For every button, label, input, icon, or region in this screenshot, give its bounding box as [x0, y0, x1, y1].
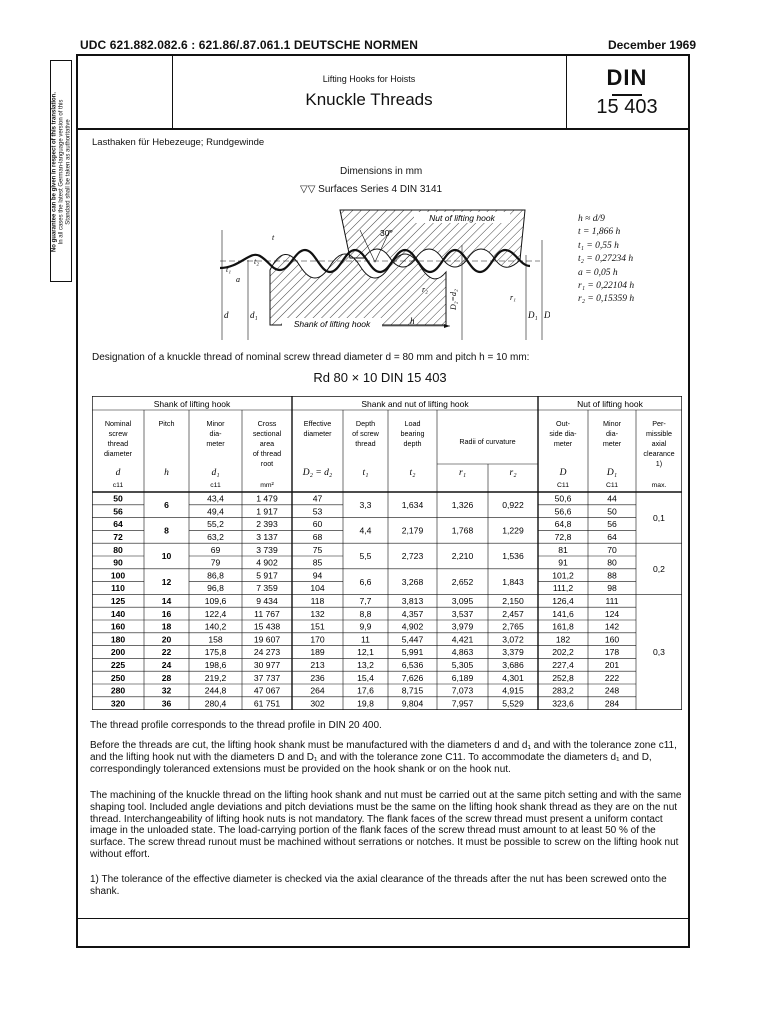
table-cell-D2: 118	[310, 596, 325, 606]
table-cell-r2: 0,922	[502, 500, 524, 510]
table-cell-pitch: 16	[161, 608, 172, 619]
table-cell-t2: 4,902	[401, 621, 424, 632]
column-unit: c11	[210, 482, 221, 489]
table-cell-D2: 151	[310, 621, 325, 632]
udc-classification: UDC 621.882.082.6 : 621.86/.87.061.1 DEUTSCHE NORMEN	[80, 38, 419, 52]
table-cell-D2: 264	[310, 685, 325, 696]
formula-t1: t₁ = 0,55 h	[578, 240, 619, 251]
column-header-text: of screw	[352, 429, 379, 438]
table-cell-clearance: 0,3	[653, 647, 665, 658]
table-cell-d1: 63,2	[207, 532, 224, 542]
table-cell-D1: 124	[604, 608, 620, 619]
table-cell-d1: 86,8	[207, 570, 224, 581]
column-header-text: diameter	[104, 449, 132, 458]
table-cell-clearance: 0,2	[653, 564, 665, 574]
table-cell-t1: 17,6	[357, 685, 374, 696]
table-cell-d: 160	[110, 621, 126, 632]
header-title-cell	[172, 56, 567, 128]
table-cell-r2: 2,765	[502, 621, 524, 632]
label-h: h	[410, 316, 415, 326]
table-cell-area: 5 917	[256, 570, 278, 581]
formula-list	[578, 213, 634, 307]
designation-code: Rd 80 × 10 DIN 15 403	[313, 370, 447, 385]
table-cell-d1: 49,4	[207, 506, 224, 517]
table-cell-r1: 3,537	[451, 608, 474, 619]
table-cell-pitch: 22	[161, 647, 172, 658]
table-cell-d: 200	[110, 647, 126, 658]
table-cell-D: 81	[558, 544, 568, 555]
formula-t: t = 1,866 h	[578, 227, 621, 238]
disclaimer-line-3: Standard shall be taken as authoritative	[65, 119, 72, 225]
table-cell-d: 280	[110, 685, 126, 696]
table-cell-r2: 3,072	[502, 634, 524, 645]
document-title: Knuckle Threads	[305, 90, 433, 109]
table-cell-pitch: 10	[161, 551, 172, 562]
table-cell-pitch: 36	[161, 698, 172, 709]
column-header-text: bearing	[400, 429, 425, 438]
table-cell-d: 56	[113, 506, 123, 517]
column-header-text: clearance	[643, 449, 675, 458]
din-box	[566, 56, 688, 128]
table-cell-d1: 175,8	[204, 647, 227, 658]
table-cell-d: 50	[113, 493, 123, 504]
din-number: 15 403	[596, 96, 658, 118]
table-cell-D1: 284	[604, 698, 620, 709]
label-D1: D₁	[528, 310, 538, 320]
table-cell-t1: 7,7	[359, 596, 372, 606]
table-cell-d: 90	[113, 557, 123, 568]
table-cell-D1: 98	[607, 583, 617, 594]
column-symbol: D₂ = d₂	[302, 468, 333, 478]
formula-h: h ≈ d/9	[578, 214, 605, 224]
designation-text: Designation of a knuckle thread of nominal screw thread diameter d = 80 mm and pitch h = 10 mm:	[92, 352, 530, 363]
note-thread-profile: The thread profile corresponds to the thread profile in DIN 20 400.	[90, 720, 382, 731]
table-cell-d1: 280,4	[204, 698, 227, 709]
table-cell-D: 91	[558, 557, 568, 568]
footnote-clearance: 1) The tolerance of the effective diameter is checked via the axial clearance of the threads after the nut has been screwed onto the shank.	[90, 874, 667, 897]
label-t2: t₂	[254, 257, 260, 266]
table-cell-r1: 2,210	[451, 551, 474, 562]
table-cell-pitch: 28	[161, 672, 172, 683]
nut-label: Nut of lifting hook	[429, 213, 495, 223]
shank-label: Shank of lifting hook	[293, 319, 371, 329]
column-symbol: t₂	[409, 468, 416, 478]
table-cell-r1: 5,305	[451, 660, 474, 670]
table-cell-D2: 60	[312, 519, 323, 530]
table-cell-pitch: 8	[164, 525, 169, 536]
table-cell-d1: 79	[210, 557, 221, 568]
angle-label: 30°	[380, 228, 393, 238]
dimensions-note: Dimensions in mm	[340, 166, 423, 177]
column-symbol: D₁	[606, 468, 618, 478]
column-header-text: Per-	[652, 419, 666, 428]
table-cell-pitch: 24	[161, 660, 172, 670]
document-subtitle: Lifting Hooks for Hoists	[322, 74, 416, 84]
dimension-table-grid	[92, 396, 682, 710]
column-header-text: Minor	[206, 419, 225, 428]
column-header-text: Nominal	[104, 419, 132, 428]
disclaimer-line-2: In all cases the latest German-language version of this	[58, 99, 65, 245]
table-cell-t1: 9,9	[359, 621, 372, 632]
table-cell-D1: 50	[607, 506, 617, 517]
formula-r1: r₁ = 0,22104 h	[578, 281, 635, 292]
table-cell-area: 15 438	[253, 621, 281, 632]
table-cell-area: 2 393	[256, 519, 278, 530]
label-r1: r₁	[510, 293, 516, 302]
column-header-text: dia-	[606, 429, 618, 438]
label-d: d	[224, 310, 229, 320]
table-cell-area: 1 479	[256, 493, 278, 504]
table-cell-r1: 3,095	[451, 596, 474, 606]
table-cell-d: 64	[113, 519, 123, 530]
table-cell-D: 161,8	[552, 621, 574, 632]
table-cell-D1: 142	[604, 621, 620, 632]
table-cell-t2: 4,357	[401, 608, 424, 619]
disclaimer-line-1: No guarantee can be given in respect of this translation.	[51, 91, 58, 253]
note-machining: The machining of the knuckle thread on the lifting hook shank and nut must be carried out at the same pitch setting and with the same shaping tool. Included angle deviations and pitch deviations must be the same on the lifting hook shank thread as they are on the nut thread. Interchangeability of lifting hook nuts is not mandatory. The flank faces of the screw thread must present a uniform contact image in the unloaded state. The load-carrying portion of the flank faces of the screw thread must amount to at least 50 % of the surface. The screw thread runout must be machined without serrations or notches. It must be possible to screw on the lifting hook nut without effort.	[90, 790, 682, 860]
table-cell-r1: 1,768	[451, 525, 474, 536]
table-cell-t1: 12,1	[357, 647, 374, 658]
table-cell-t2: 2,723	[401, 551, 424, 562]
table-cell-t2: 3,268	[401, 576, 424, 587]
table-cell-r1: 7,073	[451, 685, 474, 696]
table-cell-D2: 213	[310, 660, 325, 670]
column-unit: c11	[112, 482, 124, 489]
group-header-nut: Nut of lifting hook	[577, 399, 643, 409]
table-cell-D: 202,2	[552, 647, 574, 658]
table-cell-t2: 1,634	[401, 500, 424, 510]
table-cell-D: 141,6	[552, 608, 574, 619]
table-cell-D1: 178	[604, 647, 620, 658]
table-cell-t1: 13,2	[357, 660, 374, 670]
table-cell-r1: 4,863	[451, 647, 474, 658]
table-cell-area: 1 917	[256, 506, 278, 517]
table-cell-t2: 5,447	[401, 634, 424, 645]
column-header-text: screw	[108, 429, 128, 438]
column-symbol: D	[559, 468, 567, 478]
table-cell-area: 3 739	[256, 544, 278, 555]
table-cell-D1: 160	[604, 634, 620, 645]
column-header-text: Effective	[303, 419, 332, 428]
publication-date: December 1969	[607, 38, 696, 52]
table-cell-r1: 3,979	[451, 621, 474, 632]
column-unit: mm²	[260, 482, 274, 489]
table-cell-area: 24 273	[253, 647, 281, 658]
surfaces-note: ▽▽ Surfaces Series 4 DIN 3141	[300, 184, 443, 195]
table-cell-t1: 5,5	[359, 551, 372, 562]
table-cell-d1: 219,2	[204, 672, 227, 683]
column-header-text: Pitch	[158, 419, 175, 428]
column-symbol: r₂	[509, 468, 517, 478]
table-cell-d1: 55,2	[207, 519, 224, 530]
table-cell-area: 11 767	[254, 608, 280, 619]
table-cell-r2: 1,843	[502, 576, 524, 587]
table-cell-D: 252,8	[552, 672, 574, 683]
table-cell-D: 227,4	[552, 660, 574, 670]
table-cell-pitch: 12	[161, 576, 172, 587]
column-header-text: meter	[602, 439, 622, 448]
table-cell-d: 250	[110, 672, 126, 683]
table-cell-t2: 3,813	[401, 596, 424, 606]
column-symbol: t₁	[362, 468, 369, 478]
table-cell-d: 320	[110, 698, 126, 709]
table-cell-t2: 2,179	[401, 525, 424, 536]
table-cell-area: 19 607	[253, 634, 281, 645]
table-cell-t1: 8,8	[359, 608, 372, 619]
table-cell-clearance: 0,1	[653, 512, 665, 523]
table-cell-area: 4 902	[256, 557, 278, 568]
table-cell-d: 140	[110, 608, 126, 619]
table-cell-area: 3 137	[256, 532, 278, 542]
table-cell-D2: 302	[310, 698, 325, 709]
table-cell-r1: 7,957	[451, 698, 474, 709]
table-cell-D2: 170	[310, 634, 325, 645]
table-cell-area: 9 434	[256, 596, 278, 606]
table-cell-area: 47 067	[253, 685, 281, 696]
formula-a: a = 0,05 h	[578, 267, 618, 278]
label-d1: d₁	[250, 310, 258, 320]
table-cell-d: 110	[111, 583, 125, 594]
column-header-text: meter	[553, 439, 573, 448]
column-header-text: sectional	[252, 429, 282, 438]
column-symbol: d	[115, 468, 121, 478]
table-cell-d: 125	[110, 596, 126, 606]
table-cell-D1: 201	[604, 660, 620, 670]
table-cell-D1: 44	[607, 493, 617, 504]
table-cell-D2: 236	[310, 672, 325, 683]
column-header-text: meter	[206, 439, 225, 448]
column-header-text: Cross	[257, 419, 277, 428]
table-cell-D: 101,2	[552, 570, 574, 581]
table-cell-d1: 43,4	[207, 493, 224, 504]
table-cell-r2: 5,529	[502, 698, 524, 709]
table-cell-d: 100	[110, 570, 126, 581]
column-unit: C11	[606, 482, 618, 489]
column-header-text: axial	[651, 439, 667, 448]
table-cell-t2: 6,536	[401, 660, 424, 670]
table-cell-t1: 11	[361, 634, 370, 645]
table-cell-D: 323,6	[552, 698, 574, 709]
column-symbol: d₁	[211, 468, 220, 478]
column-header-text: thread	[107, 439, 129, 448]
column-symbol: r₁	[459, 468, 466, 478]
table-cell-pitch: 32	[161, 685, 172, 696]
table-cell-pitch: 6	[164, 500, 169, 510]
table-cell-d1: 244,8	[204, 685, 227, 696]
din-logo: DIN	[606, 65, 648, 90]
table-cell-d1: 140,2	[204, 621, 227, 632]
table-cell-D1: 80	[607, 557, 617, 568]
table-cell-D2: 68	[312, 532, 323, 542]
table-cell-D1: 222	[604, 672, 620, 683]
table-cell-area: 30 977	[253, 660, 281, 670]
table-cell-D: 50,6	[554, 493, 572, 504]
footer-divider	[78, 918, 688, 919]
table-cell-t1: 6,6	[359, 576, 372, 587]
column-header-text: thread	[355, 439, 376, 448]
group-header-shank-nut: Shank and nut of lifting hook	[361, 399, 469, 409]
table-cell-d1: 122,4	[204, 608, 227, 619]
table-cell-D: 126,4	[552, 596, 574, 606]
table-cell-d1: 109,6	[204, 596, 227, 606]
table-cell-t1: 4,4	[359, 525, 372, 536]
column-header-text: Radii of curvature	[459, 437, 516, 446]
group-header-shank: Shank of lifting hook	[153, 399, 231, 409]
table-cell-D1: 64	[607, 532, 617, 542]
table-cell-r1: 4,421	[451, 634, 474, 645]
table-cell-D: 111,2	[552, 583, 574, 594]
label-D: D	[544, 310, 550, 320]
table-cell-d: 80	[113, 544, 123, 555]
table-cell-r2: 2,457	[502, 608, 524, 619]
column-header-text: dia-	[209, 429, 222, 438]
table-cell-D: 72,8	[554, 532, 572, 542]
table-cell-t2: 5,991	[401, 647, 424, 658]
table-cell-t2: 8,715	[401, 685, 424, 696]
table-cell-t1: 3,3	[359, 500, 372, 510]
table-cell-D2: 94	[312, 570, 323, 581]
table-cell-D1: 70	[607, 544, 617, 555]
label-d2: D₂=d₂	[449, 289, 458, 310]
table-cell-D1: 248	[604, 685, 620, 696]
table-cell-D2: 189	[310, 647, 325, 658]
table-cell-D2: 132	[310, 608, 325, 619]
column-header-text: Depth	[355, 419, 376, 428]
column-header-text: side dia-	[549, 429, 577, 438]
header-left-cell	[78, 56, 173, 128]
column-header-text: depth	[403, 439, 422, 448]
table-cell-r2: 4,915	[502, 685, 524, 696]
table-cell-D1: 56	[607, 519, 617, 530]
column-header-text: missible	[646, 429, 672, 438]
table-cell-r1: 6,189	[451, 672, 474, 683]
column-header-text: Minor	[603, 419, 621, 428]
table-cell-t1: 19,8	[357, 698, 374, 709]
table-cell-D1: 88	[607, 570, 617, 581]
label-a: a	[236, 275, 240, 284]
label-r2: r₂	[422, 285, 428, 294]
column-header-text: of thread	[252, 449, 282, 458]
table-cell-r1: 2,652	[451, 576, 474, 587]
table-cell-r2: 2,150	[502, 596, 524, 606]
table-cell-D: 64,8	[554, 519, 572, 530]
table-cell-D: 182	[555, 634, 571, 645]
table-cell-pitch: 20	[161, 634, 172, 645]
thread-profile-figure	[210, 200, 550, 348]
table-cell-area: 61 751	[253, 698, 281, 709]
table-cell-d: 180	[110, 634, 126, 645]
formula-t2: t₂ = 0,27234 h	[578, 254, 634, 265]
table-cell-r2: 1,229	[502, 525, 524, 536]
table-cell-d: 225	[110, 660, 126, 670]
table-cell-r2: 1,536	[502, 551, 524, 562]
column-unit: C11	[557, 482, 569, 489]
table-cell-D2: 85	[312, 557, 323, 568]
formula-r2: r₂ = 0,15359 h	[578, 294, 635, 305]
table-cell-r2: 3,686	[502, 660, 524, 670]
table-cell-pitch: 14	[161, 596, 172, 606]
table-cell-t2: 7,626	[401, 672, 424, 683]
table-cell-D2: 47	[312, 493, 323, 504]
table-cell-D1: 111	[605, 596, 619, 606]
table-cell-d1: 69	[210, 544, 221, 555]
table-cell-D2: 53	[312, 506, 323, 517]
table-cell-r2: 4,301	[502, 672, 524, 683]
column-header-text: diameter	[303, 429, 332, 438]
table-cell-D2: 104	[310, 583, 325, 594]
column-header-text: 1)	[655, 459, 663, 468]
column-header-text: root	[260, 459, 274, 468]
column-header-text: area	[259, 439, 275, 448]
column-header-text: Load	[404, 419, 421, 428]
column-unit: max.	[651, 482, 667, 489]
column-symbol: h	[164, 468, 169, 478]
dimension-table	[92, 396, 682, 710]
label-t: t	[272, 233, 275, 242]
table-cell-t2: 9,804	[401, 698, 424, 709]
table-cell-d1: 96,8	[207, 583, 224, 594]
table-cell-D: 56,6	[554, 506, 572, 517]
note-manufacturing: Before the threads are cut, the lifting hook shank must be manufactured with the diameters d and d₁ and with the tolerance zone c11, and the lifting hook nut with the diameters D and D₁ and with the tolerance zone C11. To accommodate the diameters d₁ and D, correspondingly toleranced extensions must be provided on the hook shank or on the hook nut.	[90, 740, 677, 775]
translation-disclaimer	[50, 60, 72, 282]
table-cell-t1: 15,4	[357, 672, 374, 683]
german-title: Lasthaken für Hebezeuge; Rundgewinde	[92, 137, 265, 148]
table-cell-pitch: 18	[161, 621, 172, 632]
header-divider	[78, 128, 688, 130]
table-cell-area: 7 359	[256, 583, 278, 594]
table-cell-d1: 198,6	[204, 660, 227, 670]
column-header-text: Out-	[556, 419, 570, 428]
table-cell-D: 283,2	[552, 685, 574, 696]
table-cell-r1: 1,326	[451, 500, 474, 510]
table-cell-d1: 158	[208, 634, 223, 645]
table-cell-D2: 75	[312, 544, 323, 555]
label-t1: t₁	[226, 265, 232, 274]
table-cell-area: 37 737	[253, 672, 281, 683]
table-cell-d: 72	[113, 532, 123, 542]
table-cell-r2: 3,379	[502, 647, 524, 658]
